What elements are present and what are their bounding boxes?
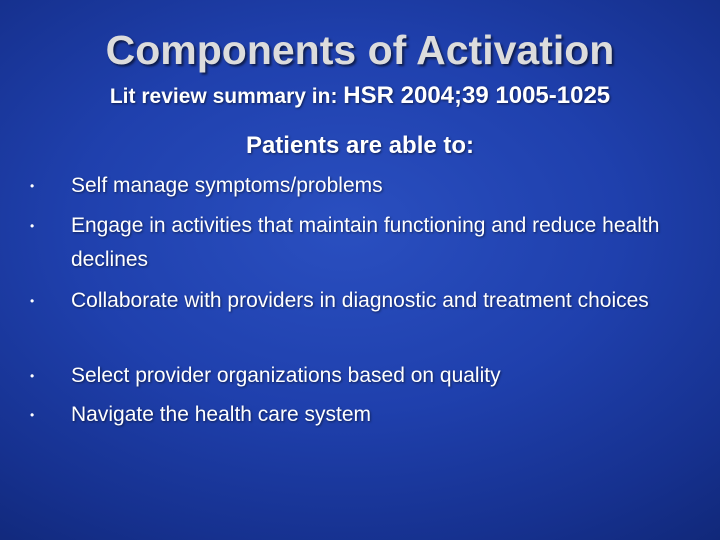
bullet-marker: • [30,179,35,193]
section-heading: Patients are able to: [245,132,475,159]
bullet-text: Engage in activities that maintain functioning and reduce health declines [71,214,660,271]
bullet-marker: • [30,369,35,383]
slide-subtitle [0,80,720,115]
bullet-text: Navigate the health care system [71,403,371,426]
bullet-marker: • [30,408,35,422]
bullet-text: Self manage symptoms/problems [71,174,383,197]
bullet-text: Select provider organizations based on quality [71,364,501,387]
subtitle-lead: Lit review summary in: [109,85,344,108]
bullet-marker: • [30,294,35,308]
bullet-text: Collaborate with providers in diagnostic and treatment choices [71,289,649,312]
bullet-marker: • [30,219,35,233]
slide-title: Components of Activation [105,27,615,73]
subtitle-reference: HSR 2004;39 1005-1025 [343,82,611,109]
